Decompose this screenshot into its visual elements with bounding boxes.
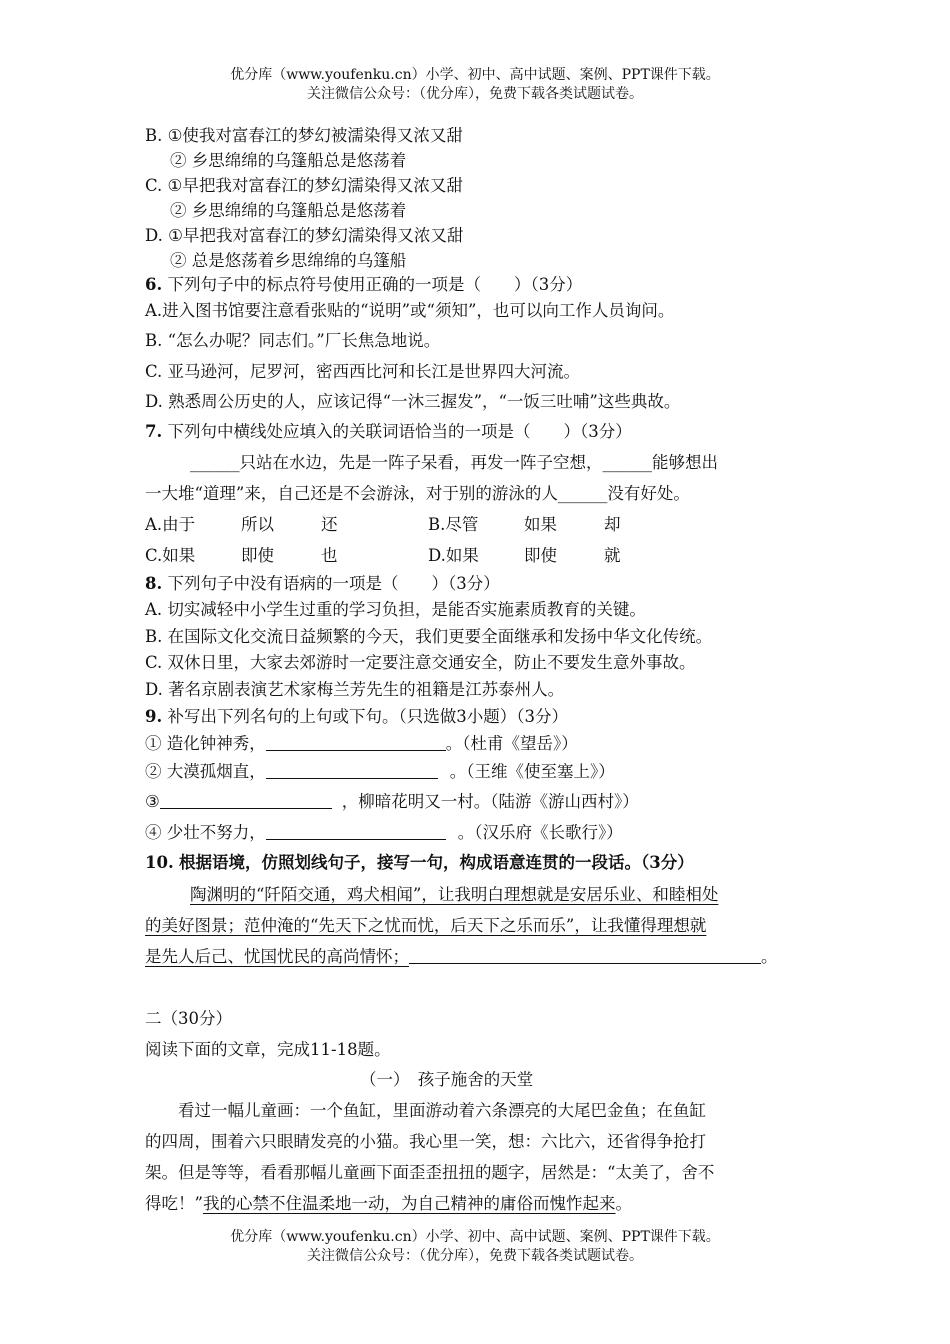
q5-option-d-1: D. ①早把我对富春江的梦幻濡染得又浓又甜 xyxy=(145,226,464,245)
q9-line-2-prompt: ② 大漠孤烟直， xyxy=(145,762,266,781)
q7-passage-line-1: ______只站在水边，先是一阵子呆看，再发一阵子空想，______能够想出 xyxy=(190,453,718,472)
q9-stem-text: 补写出下列名句的上句或下句。（只选做3小题）（3分） xyxy=(167,707,568,726)
q7-option-d-2: 即使 xyxy=(524,546,557,565)
q7-option-c-2: 即使 xyxy=(241,546,274,565)
article-paragraph-line-1: 看过一幅儿童画：一个鱼缸，里面游动着六条漂亮的大尾巴金鱼；在鱼缸 xyxy=(178,1101,706,1120)
article-paragraph-line-4 xyxy=(145,1193,632,1215)
q10-passage-line-2: 的美好图景；范仲淹的“先天下之忧而忧，后天下之乐而乐”，让我懂得理想就 xyxy=(145,916,707,935)
q8-option-b: B. 在国际文化交流日益频繁的今天，我们更要全面继承和发扬中华文化传统。 xyxy=(145,627,713,646)
q6-option-b: B. “怎么办呢？同志们。”厂长焦急地说。 xyxy=(145,331,441,350)
header-line-1: 优分库（www.youfenku.cn）小学、初中、高中试题、案例、PPT课件下载。 xyxy=(230,67,720,83)
q7-option-c-1: C.如果 xyxy=(145,546,196,565)
q7-option-a-1: A.由于 xyxy=(145,515,196,534)
q9-line-4-prompt: ④ 少壮不努力， xyxy=(145,823,266,842)
q7-number: 7. xyxy=(145,422,163,441)
q9-line-3-source: ，柳暗花明又一村。（陆游《游山西村》） xyxy=(341,792,639,811)
q5-option-b-1: B. ①使我对富春江的梦幻被濡染得又浓又甜 xyxy=(145,126,463,145)
q5-option-b-2: ② 乡思绵绵的乌篷船总是悠荡着 xyxy=(170,151,407,170)
q7-stem xyxy=(145,421,632,443)
q7-option-b-3: 却 xyxy=(604,515,621,534)
q9-line-3 xyxy=(145,791,639,813)
article-paragraph-line-2: 的四周，围着六只眼睛发亮的小猫。我心里一笑，想：六比六，还省得争抢打 xyxy=(145,1132,706,1151)
article-underlined-sentence: 我的心禁不住温柔地一动，为自己精神的庸俗而愧怍起来 xyxy=(202,1194,616,1213)
q10-passage-line-3-text: 是先人后己、忧国忧民的高尚情怀； xyxy=(145,947,409,966)
q7-option-b-1: B.尽管 xyxy=(428,515,479,534)
q7-options-ab xyxy=(145,514,621,536)
q7-option-c-3: 也 xyxy=(321,546,338,565)
q9-answer-blank-4[interactable] xyxy=(266,823,446,840)
q8-stem xyxy=(145,573,500,595)
footer-line-2: 关注微信公众号：（优分库），免费下载各类试题试卷。 xyxy=(307,1248,643,1264)
section-2-intro: 阅读下面的文章，完成11-18题。 xyxy=(145,1040,391,1059)
q9-stem xyxy=(145,706,568,728)
q10-answer-blank[interactable] xyxy=(409,947,761,964)
article-title: （一） 孩子施舍的天堂 xyxy=(360,1070,534,1089)
q10-passage-line-3 xyxy=(145,946,778,968)
q9-line-2 xyxy=(145,761,615,783)
q9-line-4-source: 。（汉乐府《长歌行》） xyxy=(457,823,623,842)
q10-number: 10. xyxy=(145,853,174,872)
q8-option-a: A. 切实减轻中小学生过重的学习负担，是能否实施素质教育的关键。 xyxy=(145,600,646,619)
q9-line-3-prompt: ③ xyxy=(145,792,160,811)
q9-answer-blank-1[interactable] xyxy=(266,734,446,751)
q9-answer-blank-3[interactable] xyxy=(160,792,332,809)
section-2-title: 二（30分） xyxy=(145,1009,232,1028)
q9-line-1-prompt: ① 造化钟神秀， xyxy=(145,734,266,753)
page-header xyxy=(0,66,950,104)
q6-option-d: D. 熟悉周公历史的人，应该记得“一沐三握发”，“一饭三吐哺”这些典故。 xyxy=(145,392,681,411)
q8-number: 8. xyxy=(145,574,163,593)
article-line-4-start: 得吃！” xyxy=(145,1194,203,1213)
q5-option-c-2: ② 乡思绵绵的乌篷船总是悠荡着 xyxy=(170,201,407,220)
q6-stem-text: 下列句子中的标点符号使用正确的一项是（ ）（3分） xyxy=(167,275,583,294)
header-line-2: 关注微信公众号：（优分库），免费下载各类试题试卷。 xyxy=(307,86,643,102)
q8-stem-text: 下列句子中没有语病的一项是（ ）（3分） xyxy=(167,574,500,593)
q9-line-2-source: 。（王维《使至塞上》） xyxy=(449,762,615,781)
article-paragraph-line-3: 架。但是等等，看看那幅儿童画下面歪歪扭扭的题字，居然是：“太美了，舍不 xyxy=(145,1163,715,1182)
q9-answer-blank-2[interactable] xyxy=(266,762,438,779)
q10-end-mark: 。 xyxy=(761,947,778,966)
q6-stem xyxy=(145,274,582,296)
q7-option-b-2: 如果 xyxy=(524,515,557,534)
q9-line-1 xyxy=(145,733,578,755)
q9-line-4 xyxy=(145,822,623,844)
q7-passage-line-2: 一大堆“道理”来，自己还是不会游泳，对于别的游泳的人______没有好处。 xyxy=(145,484,690,503)
q7-options-cd xyxy=(145,545,621,567)
q6-option-c: C. 亚马逊河，尼罗河，密西西比河和长江是世界四大河流。 xyxy=(145,362,581,381)
q8-option-c: C. 双休日里，大家去郊游时一定要注意交通安全，防止不要发生意外事故。 xyxy=(145,653,696,672)
article-line-4-end: 。 xyxy=(615,1194,632,1213)
page-footer xyxy=(0,1228,950,1266)
q9-number: 9. xyxy=(145,707,163,726)
q7-option-a-2: 所以 xyxy=(241,515,274,534)
q7-stem-text: 下列句中横线处应填入的关联词语恰当的一项是（ ）（3分） xyxy=(167,422,632,441)
q10-passage-line-1: 陶渊明的“阡陌交通，鸡犬相闻”，让我明白理想就是安居乐业、和睦相处 xyxy=(190,885,719,904)
q6-number: 6. xyxy=(145,275,163,294)
q5-option-d-2: ② 总是悠荡着乡思绵绵的乌篷船 xyxy=(170,251,407,270)
q7-option-d-3: 就 xyxy=(604,546,621,565)
q9-line-1-source: 。（杜甫《望岳》） xyxy=(445,734,578,753)
q5-option-c-1: C. ①早把我对富春江的梦幻濡染得又浓又甜 xyxy=(145,176,463,195)
q6-option-a: A.进入图书馆要注意看张贴的“说明”或“须知”，也可以向工作人员询问。 xyxy=(145,301,675,320)
q10-stem-text: 根据语境，仿照划线句子，接写一句，构成语意连贯的一段话。（3分） xyxy=(178,853,694,872)
q7-option-a-3: 还 xyxy=(321,515,338,534)
q7-option-d-1: D.如果 xyxy=(428,546,479,565)
q8-option-d: D. 著名京剧表演艺术家梅兰芳先生的祖籍是江苏泰州人。 xyxy=(145,680,565,699)
q10-stem xyxy=(145,852,694,874)
footer-line-1: 优分库（www.youfenku.cn）小学、初中、高中试题、案例、PPT课件下载。 xyxy=(230,1229,720,1245)
